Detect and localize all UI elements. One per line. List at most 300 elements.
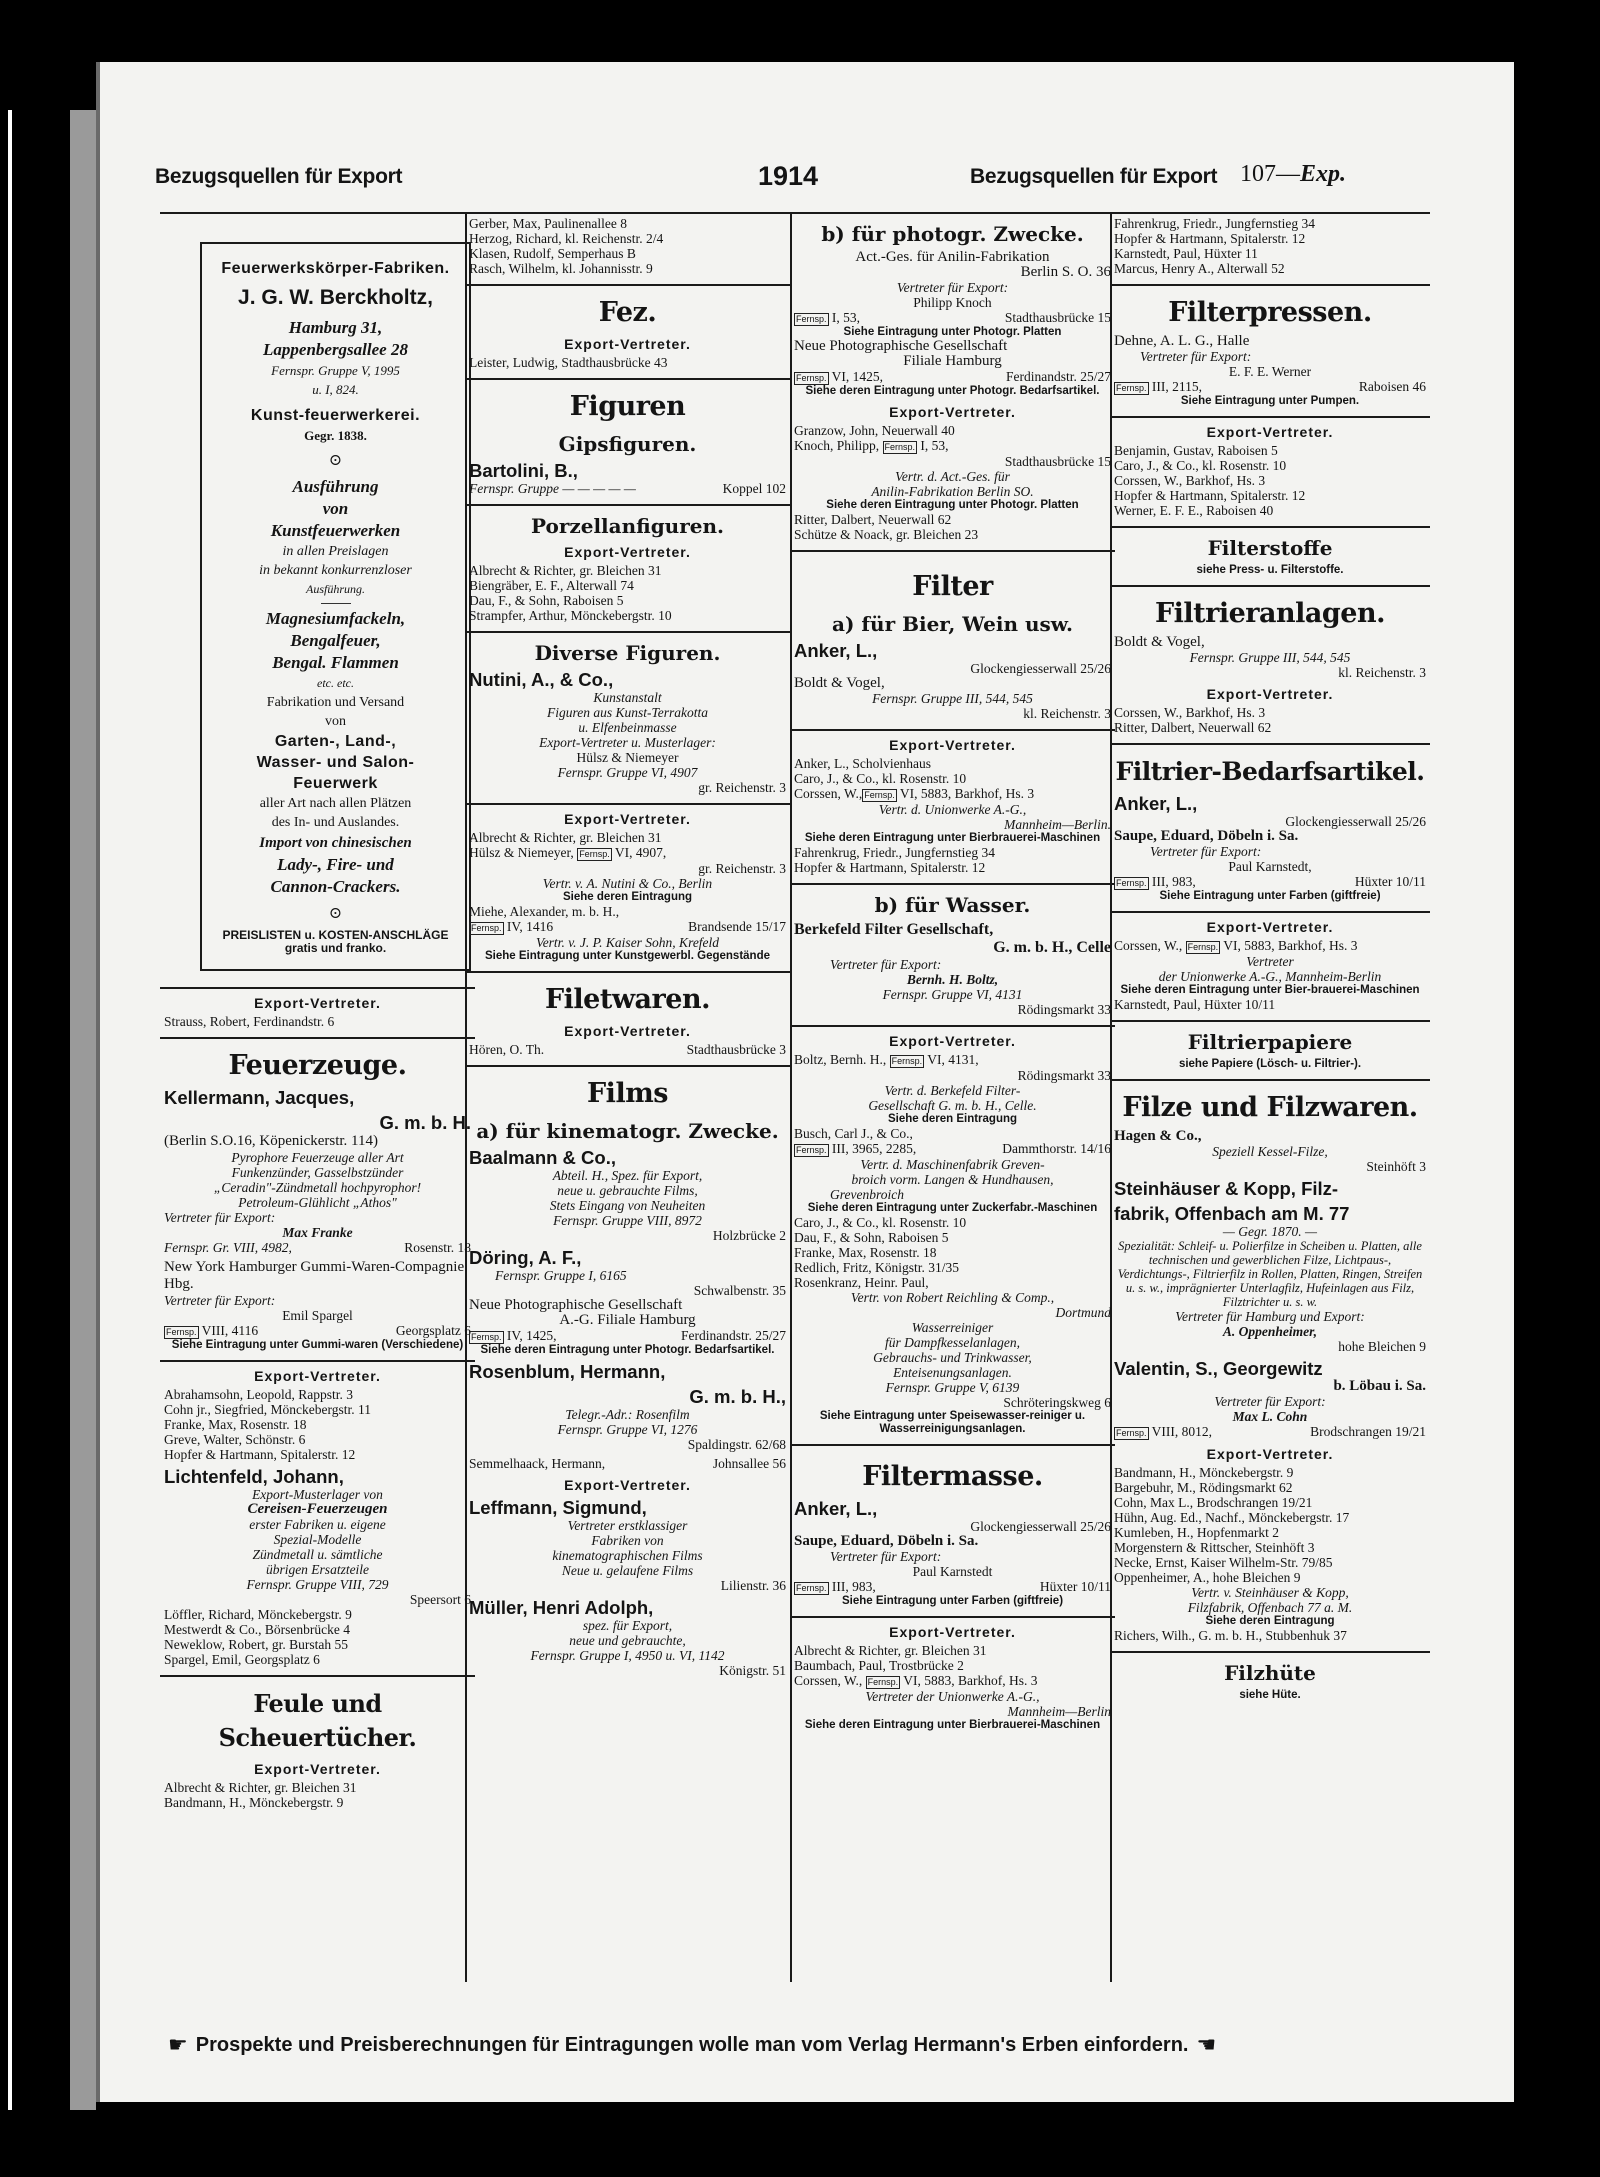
- text-line: Filzfabrik, Offenbach 77 a. M.: [1187, 1600, 1353, 1615]
- telephone-icon: Fernsp.: [796, 314, 827, 324]
- phone: IV, 1425,: [506, 1328, 557, 1343]
- subsection-heading: a) für Bier, Wein usw.: [832, 612, 1073, 636]
- text-line: A.-G. Filiale Hamburg: [559, 1312, 696, 1328]
- text-line: Anilin-Fabrikation Berlin SO.: [871, 484, 1034, 499]
- see-also-note: Siehe Eintragung unter Speisewasser-reiniger u. Wasserreinigungsanlagen.: [819, 1410, 1086, 1435]
- firm-name: Semmelhaack, Hermann,: [469, 1456, 606, 1471]
- text-line: Schwalbenstr. 35: [693, 1283, 786, 1298]
- see-also-note: siehe Hüte.: [1239, 1689, 1301, 1701]
- telephone-icon: Fernsp.: [471, 1332, 502, 1342]
- column-3: [790, 212, 1115, 2020]
- section-rule: [790, 550, 1115, 552]
- text-line: gr. Reichenstr. 3: [698, 780, 786, 795]
- list-item: Corssen, W., Barkhof, Hs. 3: [1114, 473, 1266, 488]
- list-item: Necke, Ernst, Kaiser Wilhelm-Str. 79/85: [1114, 1555, 1333, 1570]
- text-line: Rödingsmarkt 33: [1017, 1002, 1111, 1017]
- see-also-note: Siehe deren Eintragung unter Bierbrauerei-Maschinen: [804, 832, 1101, 844]
- page-number-value: 107—: [1240, 161, 1300, 187]
- list-item: Anker, L., Scholvienhaus: [794, 756, 932, 771]
- text-line: Export-Musterlager von: [252, 1487, 383, 1502]
- text-line: — Gegr. 1870. —: [1222, 1224, 1318, 1239]
- text-line: Kunstanstalt: [593, 690, 662, 705]
- text-line: E. F. E. Werner: [1228, 364, 1312, 379]
- firm-name: Boldt & Vogel,: [1114, 634, 1205, 650]
- text-line: Bernh. H. Boltz,: [906, 972, 999, 987]
- list-item: Miehe, Alexander, m. b. H.,: [469, 904, 620, 919]
- section-rule: [465, 803, 790, 805]
- text-line: [160, 1323, 475, 1339]
- ad-line: etc. etc.: [317, 676, 354, 690]
- text-line: u. Elfenbeinmasse: [578, 720, 677, 735]
- text-line: Speersort 6: [409, 1592, 471, 1607]
- section-heading: Filter: [912, 571, 993, 602]
- text-line: Export-Vertreter u. Musterlager:: [539, 735, 716, 750]
- text-line: [790, 1141, 1115, 1157]
- address: Hüxter 10/11: [1354, 874, 1426, 889]
- ad-kunstfeuerwerkerei: Kunst-feuerwerkerei.: [250, 407, 421, 424]
- telephone-icon: Fernsp.: [1116, 383, 1147, 393]
- list-item: Greve, Walter, Schönstr. 6: [164, 1432, 306, 1447]
- page-footer: [160, 2030, 1450, 2060]
- section-heading: Filtermasse.: [862, 1461, 1043, 1492]
- list-item: Strauss, Robert, Ferdinandstr. 6: [164, 1014, 335, 1029]
- text-line: [1110, 874, 1430, 890]
- telephone-icon: Fernsp.: [1187, 942, 1219, 952]
- phone: VI, 4131,: [927, 1052, 979, 1067]
- list-item: Karnstedt, Paul, Hüxter 11: [1114, 246, 1258, 261]
- firm-name: Saupe, Eduard, Döbeln i. Sa.: [1114, 828, 1299, 844]
- phone: VI, 4907,: [614, 845, 667, 860]
- export-vertreter-heading: Export-Vertreter.: [1206, 1446, 1334, 1462]
- subsection-heading: Filzhüte: [1224, 1661, 1316, 1685]
- text-line: Vertreter für Export:: [896, 280, 1009, 295]
- ad-firm-name: J. G. W. Berckholtz,: [238, 286, 433, 309]
- export-vertreter-heading: Export-Vertreter.: [889, 404, 1016, 420]
- column-1: [160, 212, 475, 2020]
- see-also-note: Siehe Eintragung unter Pumpen.: [1180, 395, 1360, 407]
- list-item: Fahrenkrug, Friedr., Jungfernstieg 34: [1114, 216, 1315, 231]
- text-line: Spaldingstr. 62/68: [687, 1437, 786, 1452]
- list-item: Albrecht & Richter, gr. Bleichen 31: [164, 1780, 357, 1795]
- book-gutter: [0, 110, 96, 2110]
- telephone-icon: Fernsp.: [884, 442, 916, 452]
- ad-category: Feuerwerkskörper-Fabriken.: [221, 260, 450, 277]
- text-line: Vertr. d. Berkefeld Filter-: [884, 1083, 1021, 1098]
- list-item: Albrecht & Richter, gr. Bleichen 31: [794, 1643, 987, 1658]
- text-line: Spezial-Modelle: [273, 1532, 362, 1547]
- list-item: Rasch, Wilhelm, kl. Johannisstr. 9: [469, 261, 653, 276]
- firm-name: Müller, Henri Adolph,: [469, 1597, 654, 1618]
- ad-line: in bekannt konkurrenzloser: [259, 563, 412, 578]
- list-item: Hühn, Aug. Ed., Nachf., Mönckebergstr. 17: [1114, 1510, 1350, 1525]
- subsection-heading: a) für kinematogr. Zwecke.: [476, 1119, 779, 1143]
- text-line: neue u. gebrauchte Films,: [557, 1183, 698, 1198]
- text-line: Philipp Knoch: [913, 295, 992, 310]
- firm-name: Berkefeld Filter Gesellschaft,: [794, 921, 994, 938]
- ad-phone: Fernspr. Gruppe V, 1995: [271, 363, 400, 378]
- text-line: Petroleum-Glühlicht „Athos": [238, 1195, 397, 1210]
- list-item: Mestwerdt & Co., Börsenbrücke 4: [164, 1622, 350, 1637]
- text-line: Hülsz & Niemeyer: [576, 750, 679, 765]
- text-line: [790, 369, 1115, 385]
- firm-name: Baalmann & Co.,: [469, 1147, 616, 1168]
- phone: VIII, 4116: [201, 1323, 259, 1338]
- see-also-note: Siehe deren Eintragung: [1205, 1615, 1335, 1627]
- text-line: Vertreter für Export:: [164, 1210, 276, 1225]
- list-item: Morgenstern & Rittscher, Steinhöft 3: [1114, 1540, 1315, 1555]
- list-item: Werner, E. F. E., Raboisen 40: [1114, 503, 1274, 518]
- firm-name: Dehne, A. L. G., Halle: [1114, 333, 1250, 349]
- section-heading: Films: [587, 1078, 668, 1109]
- firm-name: Neue Photographische Gesellschaft: [794, 338, 1008, 354]
- text-line: Gesellschaft G. m. b. H., Celle.: [868, 1098, 1037, 1113]
- list-item: Neweklow, Robert, gr. Burstah 55: [164, 1637, 348, 1652]
- text-line: Grevenbroich: [830, 1187, 904, 1202]
- phone: VI, 5883, Barkhof, Hs. 3: [899, 786, 1035, 801]
- text-line: Speziell Kessel-Filze,: [1212, 1144, 1328, 1159]
- text-line: Emil Spargel: [282, 1308, 353, 1323]
- export-vertreter-heading: Export-Vertreter.: [564, 1023, 691, 1039]
- section-rule: [1110, 526, 1430, 528]
- list-item: Dau, F., & Sohn, Raboisen 5: [794, 1230, 949, 1245]
- see-also-note: Siehe deren Eintragung unter Zuckerfabr.-Maschinen: [807, 1202, 1098, 1214]
- ad-line: Magnesiumfackeln,: [265, 609, 406, 628]
- pointing-hand-icon: ☚: [1196, 2032, 1217, 2057]
- telephone-icon: Fernsp.: [796, 1145, 827, 1155]
- section-rule: [1110, 284, 1430, 286]
- firm-name: Steinhäuser & Kopp, Filz-: [1114, 1178, 1339, 1199]
- text-line: Filiale Hamburg: [903, 353, 1002, 369]
- firm-name: Corssen, W.,: [1114, 938, 1183, 953]
- list-item: Ritter, Dalbert, Neuerwall 62: [1114, 720, 1272, 735]
- list-item: Caro, J., & Co., kl. Rosenstr. 10: [794, 771, 967, 786]
- text-line: [160, 1240, 475, 1255]
- firm-name: Hagen & Co.,: [1114, 1128, 1202, 1144]
- text-line: Schröteringskweg 6: [1003, 1395, 1111, 1410]
- text-line: (Berlin S.O.16, Köpenickerstr. 114): [164, 1133, 378, 1149]
- text-block: Spezialität: Schleif- u. Polierfilze in Scheiben u. Platten, alle technischen und gewerblichen Filze, Lichtpaus-, Verdichtungs-, Filtrierfilz in Rollen, Platten, Ringen, Streifen u. s. w., imprägnierter Unterlagfilz, Hufeinlagen aus Filz, Filztrichter u. s. w.: [1117, 1239, 1423, 1309]
- phone: Fernspr. Gruppe — — — — —: [469, 481, 636, 496]
- section-heading: Filetwaren.: [544, 984, 710, 1015]
- firm-name: Knoch, Philipp,: [794, 438, 880, 453]
- telephone-icon: Fernsp.: [867, 1677, 899, 1687]
- text-line: übrigen Ersatzteile: [265, 1562, 370, 1577]
- text-line: Figuren aus Kunst-Terrakotta: [546, 705, 708, 720]
- firm-name-cont: b. Löbau i. Sa.: [1333, 1378, 1426, 1394]
- telephone-icon: Fernsp.: [579, 849, 610, 859]
- export-vertreter-heading: Export-Vertreter.: [1206, 686, 1334, 702]
- see-also-note: Siehe Eintragung unter Kunstgewerbl. Gegenstände: [485, 950, 770, 962]
- ornament-icon: ⊙: [328, 452, 343, 469]
- subsection-heading: Gipsfiguren.: [558, 432, 697, 456]
- text-line: Zündmetall u. sämtliche: [252, 1547, 383, 1562]
- text-line: Wasserreiniger: [911, 1320, 994, 1335]
- text-line: Vertreter für Export:: [830, 957, 942, 972]
- list-item: Klasen, Rudolf, Semperhaus B: [469, 246, 636, 261]
- list-item: Caro, J., & Co., kl. Rosenstr. 10: [1114, 458, 1287, 473]
- phone: I, 53,: [831, 310, 861, 325]
- list-item: Bargebuhr, M., Rödingsmarkt 62: [1114, 1480, 1293, 1495]
- see-also-note: Siehe Eintragung unter Gummi-waren (Verschiedene): [171, 1339, 464, 1351]
- text-line: erster Fabriken u. eigene: [249, 1517, 386, 1532]
- text-line: Gebrauchs- und Trinkwasser,: [873, 1350, 1032, 1365]
- firm-name-cont: fabrik, Offenbach am M. 77: [1114, 1203, 1350, 1224]
- list-item: Franke, Max, Rosenstr. 18: [794, 1245, 937, 1260]
- ad-line: des In- und Auslandes.: [271, 815, 400, 830]
- section-heading: Filterpressen.: [1168, 297, 1372, 328]
- firm-name: Anker, L.,: [794, 640, 878, 661]
- list-item: Albrecht & Richter, gr. Bleichen 31: [469, 563, 662, 578]
- text-line: Fernspr. Gruppe I, 6165: [495, 1268, 627, 1283]
- list-item: [790, 1673, 1115, 1689]
- see-also-note: siehe Papiere (Lösch- u. Filtrier-).: [1178, 1058, 1362, 1070]
- text-line: Vertr. d. Unionwerke A.-G.,: [878, 802, 1027, 817]
- see-also-note: Siehe deren Eintragung unter Photogr. Bedarfsartikel.: [805, 385, 1100, 397]
- list-item: Bandmann, H., Mönckebergstr. 9: [1114, 1465, 1294, 1480]
- text-line: Rödingsmarkt 33: [1017, 1068, 1111, 1083]
- address: Dammthorstr. 14/16: [1002, 1141, 1111, 1156]
- text-line: Paul Karnstedt,: [1228, 859, 1312, 874]
- telephone-icon: Fernsp.: [864, 790, 895, 800]
- ad-line: aller Art nach allen Plätzen: [259, 796, 412, 811]
- firm-name: Lichtenfeld, Johann,: [164, 1466, 344, 1487]
- list-item: Kumleben, H., Hopfenmarkt 2: [1114, 1525, 1279, 1540]
- list-item: Strampfer, Arthur, Mönckebergstr. 10: [469, 608, 672, 623]
- section-rule: [1110, 911, 1430, 913]
- text-line: [465, 1328, 790, 1344]
- section-heading: Filtrieranlagen.: [1154, 598, 1385, 629]
- list-item: Franke, Max, Rosenstr. 18: [164, 1417, 307, 1432]
- column-4: [1110, 212, 1430, 2020]
- text-line: Mannheim—Berlin.: [1004, 817, 1111, 832]
- list-item: Benjamin, Gustav, Raboisen 5: [1114, 443, 1278, 458]
- text-line: [1110, 1424, 1430, 1440]
- text-line: kinematographischen Films: [552, 1548, 703, 1563]
- export-vertreter-heading: Export-Vertreter.: [254, 1761, 381, 1777]
- list-item: Richers, Wilh., G. m. b. H., Stubbenhuk 37: [1114, 1628, 1347, 1643]
- ad-line: Ausführung.: [305, 582, 365, 596]
- see-also-note: Siehe deren Eintragung: [562, 891, 693, 903]
- section-rule: [465, 378, 790, 380]
- export-vertreter-heading: Export-Vertreter.: [1206, 424, 1334, 440]
- firm-name: Hören, O. Th.: [469, 1042, 545, 1057]
- export-vertreter-heading: Export-Vertreter.: [889, 737, 1016, 753]
- subsection-heading: Filtrierpapiere: [1187, 1030, 1353, 1054]
- firm-name: Valentin, S., Georgewitz: [1114, 1358, 1323, 1379]
- phone: VIII, 8012,: [1151, 1424, 1213, 1439]
- subsection-heading: Porzellanfiguren.: [531, 514, 724, 538]
- footer-text: Prospekte und Preisberechnungen für Eintragungen wolle man vom Verlag Hermann's Erben einfordern.: [195, 2034, 1189, 2056]
- see-also-note: Siehe deren Eintragung unter Bier-brauerei-Maschinen: [1120, 984, 1420, 996]
- phone: III, 983,: [1151, 874, 1196, 889]
- text-line: [1110, 379, 1430, 395]
- text-line: Fernspr. Gruppe VI, 4131: [882, 987, 1023, 1002]
- list-item: Hopfer & Hartmann, Spitalerstr. 12: [1114, 231, 1306, 246]
- telephone-icon: Fernsp.: [891, 1056, 923, 1066]
- ad-line: Import von chinesischen: [259, 835, 412, 851]
- address: Ferdinandstr. 25/27: [681, 1328, 786, 1343]
- list-item: [465, 1042, 790, 1057]
- phone: Fernspr. Gr. VIII, 4982,: [164, 1240, 292, 1255]
- list-item: Ritter, Dalbert, Neuerwall 62: [794, 512, 952, 527]
- ad-divider: [321, 603, 351, 604]
- text-line: Vertreter der Unionwerke A.-G.,: [865, 1689, 1040, 1704]
- list-item: Busch, Carl J., & Co.,: [794, 1126, 913, 1141]
- ad-line: Bengalfeuer,: [290, 631, 381, 650]
- section-rule: [1110, 585, 1430, 587]
- text-line: Fernspr. Gruppe V, 6139: [885, 1380, 1020, 1395]
- section-heading: Figuren: [569, 391, 686, 422]
- firm-name-cont: G. m. b. H.: [379, 1112, 471, 1133]
- ad-line: von: [325, 714, 346, 729]
- text-line: Berlin S. O. 36: [1020, 264, 1111, 280]
- export-vertreter-heading: Export-Vertreter.: [889, 1033, 1016, 1049]
- list-item: Albrecht & Richter, gr. Bleichen 31: [469, 830, 662, 845]
- section-rule: [465, 971, 790, 973]
- list-item: Hopfer & Hartmann, Spitalerstr. 12: [164, 1447, 356, 1462]
- see-also-note: Siehe Eintragung unter Photogr. Platten: [843, 326, 1062, 338]
- firm-name: Corssen, W.,: [794, 1673, 863, 1688]
- list-item: [465, 1456, 790, 1471]
- page-header: [155, 161, 1460, 205]
- phone: VI, 5883, Barkhof, Hs. 3: [1223, 938, 1358, 953]
- see-also-note: Siehe deren Eintragung: [887, 1113, 1018, 1125]
- section-rule: [160, 1037, 475, 1039]
- ad-line: Wasser- und Salon-: [256, 754, 415, 771]
- text-line: Vertr. v. Steinhäuser & Kopp,: [1191, 1585, 1349, 1600]
- section-rule: [160, 1675, 475, 1677]
- text-line: gr. Reichenstr. 3: [698, 861, 786, 876]
- text-line: Vertreter für Export:: [1150, 844, 1262, 859]
- list-item: Oppenheimer, A., hohe Bleichen 9: [1114, 1570, 1301, 1585]
- list-item: Rosenkranz, Heinr. Paul,: [794, 1275, 929, 1290]
- text-line: neue und gebrauchte,: [569, 1633, 686, 1648]
- text-line: Neue u. gelaufene Films: [561, 1563, 694, 1578]
- address: Brodschrangen 19/21: [1310, 1424, 1426, 1439]
- firm-name: Bartolini, B.,: [469, 460, 578, 481]
- list-item: Herzog, Richard, kl. Reichenstr. 2/4: [469, 231, 664, 246]
- export-vertreter-heading: Export-Vertreter.: [564, 544, 691, 560]
- section-rule: [160, 987, 475, 989]
- list-item: Redlich, Fritz, Königstr. 31/35: [794, 1260, 959, 1275]
- phone: I, 53,: [920, 438, 949, 453]
- see-also-note: Siehe deren Eintragung unter Photogr. Platten: [826, 499, 1079, 511]
- telephone-icon: Fernsp.: [166, 1327, 197, 1337]
- text-line: Holzbrücke 2: [712, 1228, 786, 1243]
- ad-line: Fabrikation und Versand: [266, 695, 405, 710]
- text-line: Steinhöft 3: [1366, 1159, 1426, 1174]
- telephone-icon: Fernsp.: [796, 373, 827, 383]
- list-item: Abrahamsohn, Leopold, Rappstr. 3: [164, 1387, 353, 1402]
- export-vertreter-heading: Export-Vertreter.: [254, 995, 381, 1011]
- text-line: Enteisenungsanlagen.: [893, 1365, 1012, 1380]
- list-item: [1110, 938, 1430, 954]
- section-rule: [790, 729, 1115, 731]
- text-line: kl. Reichenstr. 3: [1023, 706, 1111, 721]
- list-item: Gerber, Max, Paulinenallee 8: [469, 216, 628, 231]
- section-heading: Filtrier-Bedarfsartikel.: [1115, 757, 1425, 786]
- section-rule: [1110, 743, 1430, 745]
- firm-name: Hülsz & Niemeyer,: [469, 845, 574, 860]
- address: Stadthausbrücke 3: [686, 1042, 786, 1057]
- address: Hüxter 10/11: [1039, 1579, 1111, 1594]
- address: Brandsende 15/17: [688, 919, 786, 934]
- text-line: Stets Eingang von Neuheiten: [549, 1198, 706, 1213]
- text-line: Vertreter für Hamburg und Export:: [1175, 1309, 1365, 1324]
- section-rule: [1110, 1651, 1430, 1653]
- text-line: Pyrophore Feuerzeuge aller Art: [231, 1150, 404, 1165]
- section-rule: [465, 284, 790, 286]
- firm-name: Saupe, Eduard, Döbeln i. Sa.: [794, 1533, 979, 1549]
- text-line: Fernspr. Gruppe VIII, 8972: [553, 1213, 702, 1228]
- section-rule: [465, 1065, 790, 1067]
- phone: VI, 5883, Barkhof, Hs. 3: [903, 1673, 1038, 1688]
- ad-line: Lady-, Fire- und: [277, 855, 394, 874]
- section-rule: [160, 1360, 475, 1362]
- text-line: spez. für Export,: [582, 1618, 673, 1633]
- ad-phone-2: u. I, 824.: [312, 382, 359, 397]
- address: Koppel 102: [722, 481, 786, 496]
- telephone-icon: Fernsp.: [796, 1583, 827, 1593]
- pointing-hand-icon: ☛: [168, 2032, 188, 2057]
- address: Raboisen 46: [1358, 379, 1426, 394]
- see-also-note: Siehe deren Eintragung unter Photogr. Bedarfsartikel.: [480, 1344, 775, 1356]
- phone: III, 983,: [831, 1579, 876, 1594]
- section-rule: [790, 1025, 1115, 1027]
- text-line: Dortmund: [1055, 1305, 1111, 1320]
- text-line: Max Franke: [282, 1225, 353, 1240]
- ad-line: Bengal. Flammen: [272, 653, 399, 672]
- page-suffix: Exp.: [1300, 161, 1347, 187]
- phone: IV, 1416: [506, 919, 554, 934]
- text-line: Mannheim—Berlin: [1007, 1704, 1111, 1719]
- phone: VI, 1425,: [831, 369, 884, 384]
- text-line: Vertr. d. Act.-Ges. für: [895, 469, 1010, 484]
- section-rule: [790, 883, 1115, 885]
- text-line: „Ceradin"-Zündmetall hochpyrophor!: [213, 1180, 422, 1195]
- list-item: Granzow, John, Neuerwall 40: [794, 423, 955, 438]
- text-line: Vertr. v. J. P. Kaiser Sohn, Krefeld: [535, 935, 720, 950]
- subsection-heading: Filterstoffe: [1207, 536, 1333, 560]
- section-rule: [1110, 1079, 1430, 1081]
- section-rule: [465, 504, 790, 506]
- text-line: kl. Reichenstr. 3: [1338, 665, 1426, 680]
- firm-name: Nutini, A., & Co.,: [469, 669, 614, 690]
- list-item: [465, 845, 790, 861]
- list-item: Leister, Ludwig, Stadthausbrücke 43: [469, 355, 668, 370]
- export-vertreter-heading: Export-Vertreter.: [564, 336, 691, 352]
- text-line: Abteil. H., Spez. für Export,: [552, 1168, 703, 1183]
- ad-line: PREISLISTEN u. KOSTEN-ANSCHLÄGE: [222, 928, 449, 942]
- ad-line: von: [322, 499, 349, 518]
- text-line: Vertreter für Export:: [1140, 349, 1252, 364]
- export-vertreter-heading: Export-Vertreter.: [564, 1477, 691, 1493]
- running-title-left: Bezugsquellen für Export: [155, 165, 403, 188]
- text-line: Max L. Cohn: [1232, 1409, 1308, 1424]
- firm-name: Act.-Ges. für Anilin-Fabrikation: [855, 249, 1050, 265]
- text-line: Vertreter: [1246, 954, 1294, 969]
- list-item: Hopfer & Hartmann, Spitalerstr. 12: [794, 860, 986, 875]
- firm-name: Corssen, W.,: [794, 786, 863, 801]
- text-line: Vertr. d. Maschinenfabrik Greven-: [860, 1157, 1045, 1172]
- text-line: der Unionwerke A.-G., Mannheim-Berlin: [1158, 969, 1382, 984]
- ad-founded: Gegr. 1838.: [304, 428, 367, 443]
- ad-line: Ausführung: [292, 477, 379, 496]
- text-line: Fabriken von: [591, 1533, 664, 1548]
- ad-line: Kunstfeuerwerken: [270, 521, 401, 540]
- ad-line: Garten-, Land-,: [274, 733, 397, 750]
- address: Georgsplatz 6: [395, 1323, 471, 1338]
